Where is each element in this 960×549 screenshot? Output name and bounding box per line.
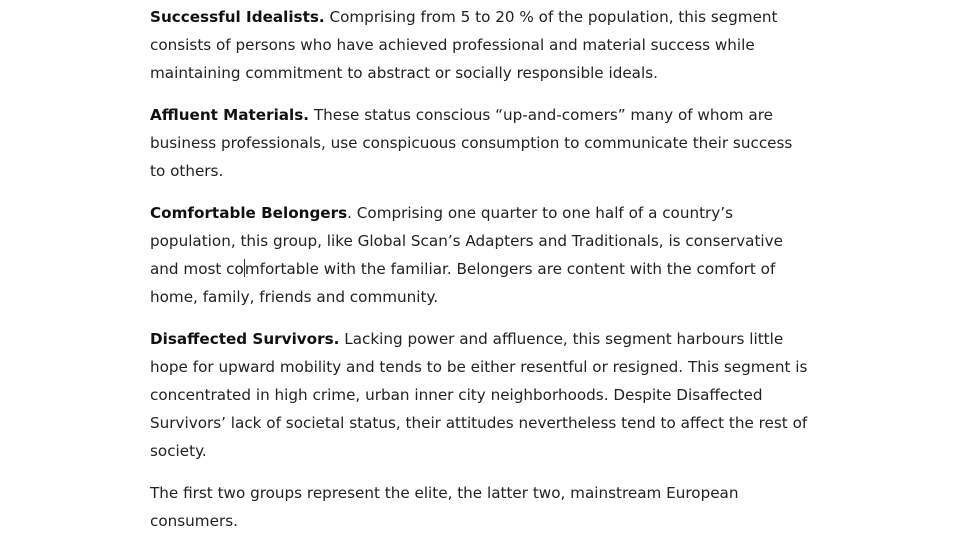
paragraph-text: The first two groups represent the elite, the latter two, mainstream European consumers. bbox=[150, 484, 739, 530]
paragraph-summary bbox=[150, 479, 810, 535]
paragraph-comfortable-belongers bbox=[150, 199, 810, 311]
paragraph-successful-idealists bbox=[150, 3, 810, 87]
term-successful-idealists: Successful Idealists. bbox=[150, 8, 325, 26]
paragraph-affluent-materials bbox=[150, 101, 810, 185]
term-comfortable-belongers: Comfortable Belongers bbox=[150, 204, 348, 222]
paragraph-text: Comprising from 5 to 20 % of the population, this segment consists of persons who have achieved professional and material success while maintaining commitment to abstract or socially responsible ideals. bbox=[150, 8, 778, 82]
paragraph-disaffected-survivors bbox=[150, 325, 810, 465]
document-body bbox=[150, 3, 810, 549]
paragraph-text: Lacking power and affluence, this segment harbours little hope for upward mobility and tends to be either resentful or resigned. This segment is concentrated in high crime, urban inner city neighborhoods. Despite Disaffected Survivors’ lack of societal status, their attitudes nevertheless tend to affect the rest of society. bbox=[150, 330, 808, 460]
paragraph-text-after-caret: mfortable with the familiar. Belongers are content with the comfort of home, family, friends and community. bbox=[150, 260, 776, 306]
term-affluent-materials: Affluent Materials. bbox=[150, 106, 310, 124]
term-disaffected-survivors: Disaffected Survivors. bbox=[150, 330, 340, 348]
paragraph-text: These status conscious “up-and-comers” many of whom are business professionals, use conspicuous consumption to communicate their success to others. bbox=[150, 106, 793, 180]
paragraph-text-before-caret: . Comprising one quarter to one half of a country’s population, this group, like Global Scan’s Adapters and Traditionals, is conservative and most co bbox=[150, 204, 783, 278]
